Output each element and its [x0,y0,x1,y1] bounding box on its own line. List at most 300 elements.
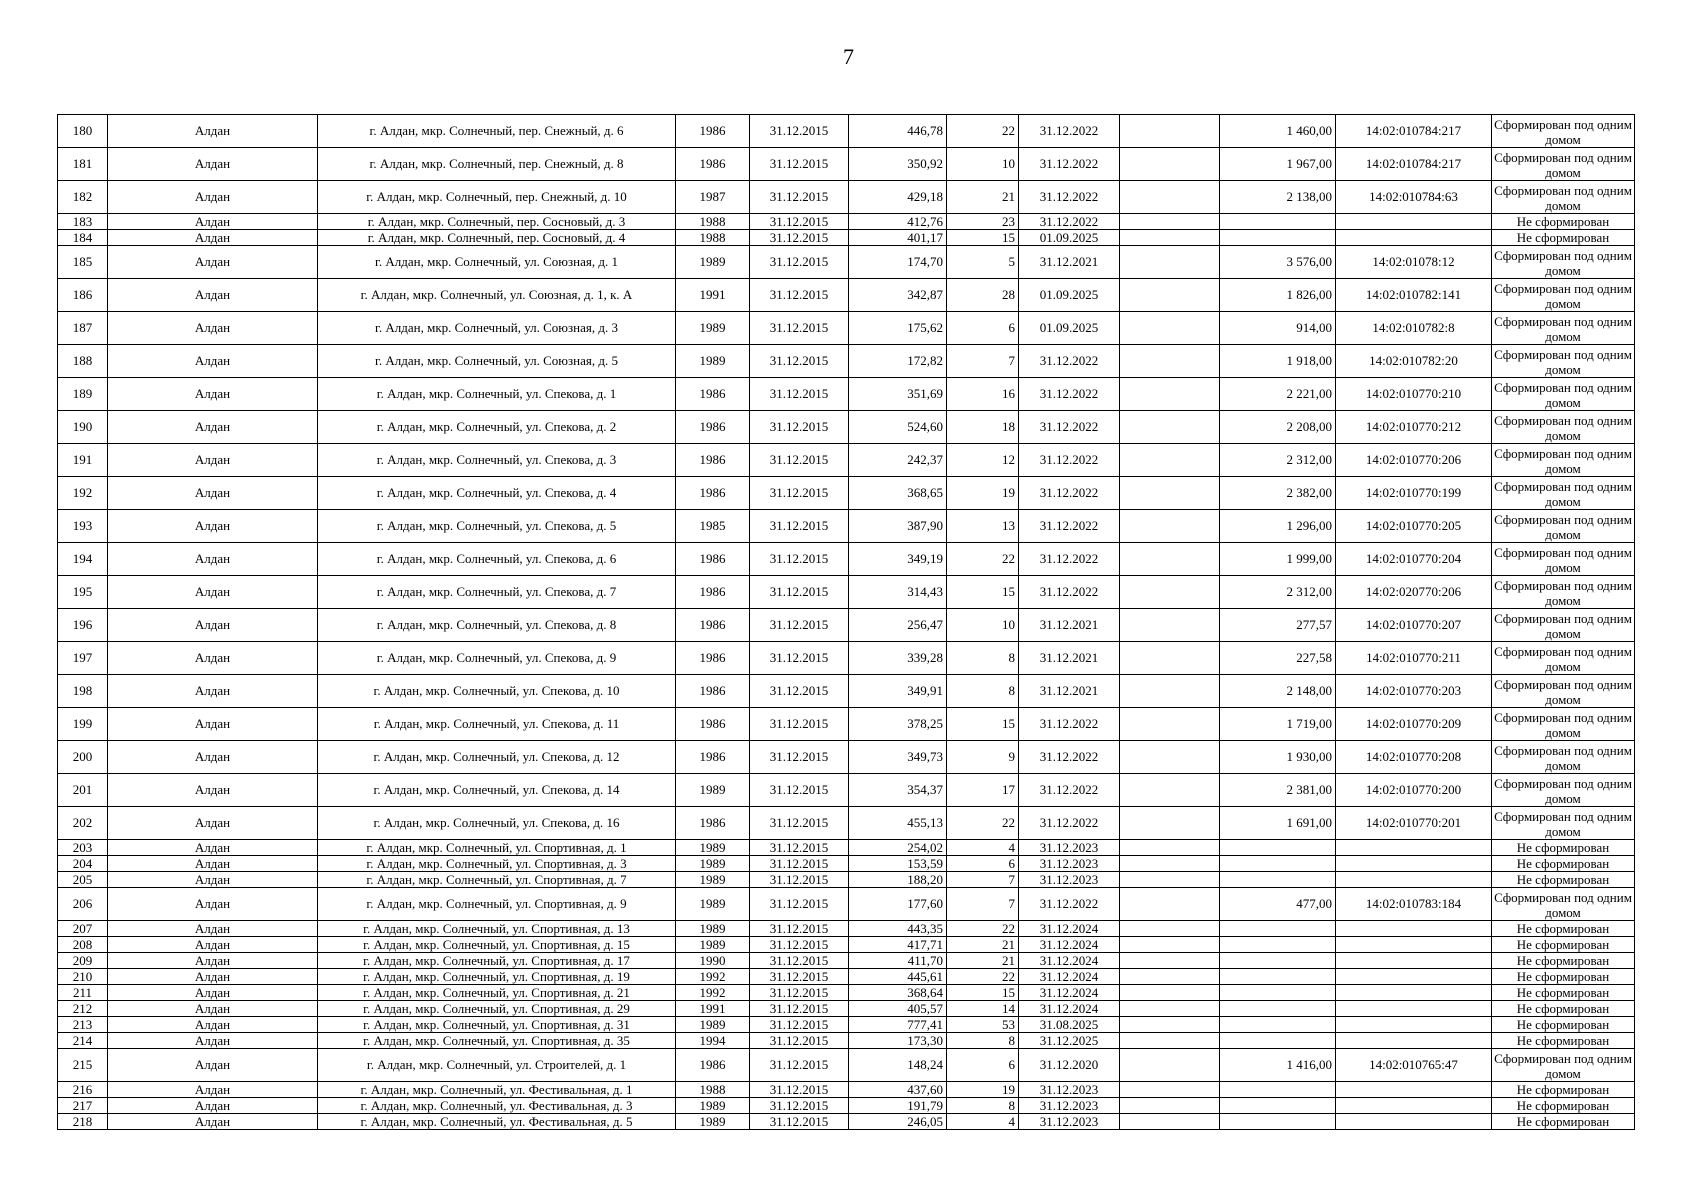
cell-cadastral-number: 14:02:010784:63 [1336,181,1492,214]
cell-row-number: 184 [58,230,108,246]
cell-planned-date: 31.08.2025 [1019,1017,1120,1033]
cell-planned-date: 01.09.2025 [1019,279,1120,312]
cell-empty [1120,444,1220,477]
table-row [58,807,1635,840]
table-row [58,888,1635,921]
cell-planned-date: 31.12.2022 [1019,345,1120,378]
cell-planned-date: 31.12.2022 [1019,543,1120,576]
cell-cadastral-number: 14:02:010770:199 [1336,477,1492,510]
cell-land-status: Сформирован под одним домом [1492,807,1635,840]
cell-empty [1120,1049,1220,1082]
cell-row-number: 213 [58,1017,108,1033]
cell-municipality: Алдан [108,840,318,856]
cell-residents: 16 [947,378,1019,411]
cell-land-status: Сформирован под одним домом [1492,609,1635,642]
cell-land-status: Не сформирован [1492,1017,1635,1033]
table-row [58,345,1635,378]
cell-year-built: 1989 [676,774,750,807]
cell-row-number: 190 [58,411,108,444]
cell-planned-date: 31.12.2024 [1019,921,1120,937]
cell-residents: 15 [947,230,1019,246]
cell-address: г. Алдан, мкр. Солнечный, ул. Спекова, д. 14 [318,774,676,807]
cell-cadastral-number [1336,985,1492,1001]
cell-empty [1120,741,1220,774]
cell-municipality: Алдан [108,1114,318,1130]
cell-area: 446,78 [849,115,947,148]
cell-empty [1120,214,1220,230]
cell-row-number: 185 [58,246,108,279]
cell-cadastral-number [1336,1098,1492,1114]
cell-land-area [1220,1001,1336,1017]
cell-cadastral-number: 14:02:010765:47 [1336,1049,1492,1082]
cell-inclusion-date: 31.12.2015 [750,279,849,312]
cell-cadastral-number [1336,1082,1492,1098]
cell-area: 254,02 [849,840,947,856]
cell-municipality: Алдан [108,953,318,969]
cell-inclusion-date: 31.12.2015 [750,888,849,921]
cell-area: 172,82 [849,345,947,378]
cell-cadastral-number: 14:02:010782:141 [1336,279,1492,312]
cell-municipality: Алдан [108,609,318,642]
cell-address: г. Алдан, мкр. Солнечный, ул. Спекова, д. 3 [318,444,676,477]
cell-land-status: Сформирован под одним домом [1492,543,1635,576]
cell-planned-date: 31.12.2022 [1019,510,1120,543]
cell-residents: 12 [947,444,1019,477]
table-row [58,576,1635,609]
cell-cadastral-number: 14:02:010770:207 [1336,609,1492,642]
cell-area: 378,25 [849,708,947,741]
cell-inclusion-date: 31.12.2015 [750,230,849,246]
cell-row-number: 194 [58,543,108,576]
cell-land-status: Сформирован под одним домом [1492,312,1635,345]
cell-row-number: 200 [58,741,108,774]
cell-cadastral-number: 14:02:020770:206 [1336,576,1492,609]
cell-land-status: Не сформирован [1492,230,1635,246]
table-row [58,675,1635,708]
cell-land-status: Не сформирован [1492,840,1635,856]
cell-area: 349,73 [849,741,947,774]
cell-address: г. Алдан, мкр. Солнечный, ул. Спортивная, д. 29 [318,1001,676,1017]
cell-year-built: 1989 [676,246,750,279]
cell-residents: 10 [947,609,1019,642]
cell-area: 174,70 [849,246,947,279]
cell-row-number: 182 [58,181,108,214]
cell-row-number: 201 [58,774,108,807]
cell-cadastral-number [1336,1017,1492,1033]
table-row [58,856,1635,872]
cell-land-status: Сформирован под одним домом [1492,378,1635,411]
housing-register-table [57,114,1635,1130]
cell-inclusion-date: 31.12.2015 [750,1017,849,1033]
cell-year-built: 1989 [676,888,750,921]
table-row [58,543,1635,576]
cell-inclusion-date: 31.12.2015 [750,872,849,888]
register-body [58,115,1635,1130]
cell-empty [1120,477,1220,510]
cell-address: г. Алдан, мкр. Солнечный, ул. Спортивная, д. 21 [318,985,676,1001]
cell-inclusion-date: 31.12.2015 [750,642,849,675]
cell-inclusion-date: 31.12.2015 [750,921,849,937]
cell-empty [1120,953,1220,969]
cell-municipality: Алдан [108,444,318,477]
cell-address: г. Алдан, мкр. Солнечный, ул. Спортивная, д. 19 [318,969,676,985]
cell-planned-date: 31.12.2022 [1019,888,1120,921]
cell-land-status: Сформирован под одним домом [1492,576,1635,609]
table-row [58,148,1635,181]
cell-planned-date: 31.12.2023 [1019,1098,1120,1114]
cell-planned-date: 01.09.2025 [1019,230,1120,246]
cell-address: г. Алдан, мкр. Солнечный, ул. Спекова, д. 11 [318,708,676,741]
cell-inclusion-date: 31.12.2015 [750,576,849,609]
cell-inclusion-date: 31.12.2015 [750,1033,849,1049]
cell-cadastral-number [1336,953,1492,969]
cell-address: г. Алдан, мкр. Солнечный, ул. Строителей, д. 1 [318,1049,676,1082]
cell-planned-date: 31.12.2024 [1019,953,1120,969]
cell-row-number: 191 [58,444,108,477]
cell-address: г. Алдан, мкр. Солнечный, ул. Спортивная, д. 15 [318,937,676,953]
cell-area: 524,60 [849,411,947,444]
cell-address: г. Алдан, мкр. Солнечный, ул. Спекова, д. 9 [318,642,676,675]
cell-land-area: 2 312,00 [1220,576,1336,609]
cell-row-number: 210 [58,969,108,985]
cell-cadastral-number: 14:02:010784:217 [1336,148,1492,181]
cell-residents: 28 [947,279,1019,312]
table-row [58,741,1635,774]
cell-row-number: 192 [58,477,108,510]
cell-empty [1120,279,1220,312]
cell-year-built: 1991 [676,1001,750,1017]
cell-address: г. Алдан, мкр. Солнечный, ул. Спортивная, д. 9 [318,888,676,921]
cell-empty [1120,985,1220,1001]
cell-land-area: 2 138,00 [1220,181,1336,214]
cell-row-number: 202 [58,807,108,840]
cell-municipality: Алдан [108,477,318,510]
cell-municipality: Алдан [108,675,318,708]
cell-address: г. Алдан, мкр. Солнечный, ул. Спекова, д. 12 [318,741,676,774]
cell-empty [1120,856,1220,872]
cell-residents: 21 [947,181,1019,214]
cell-planned-date: 31.12.2021 [1019,609,1120,642]
table-row [58,1033,1635,1049]
cell-row-number: 212 [58,1001,108,1017]
cell-planned-date: 31.12.2023 [1019,872,1120,888]
cell-residents: 13 [947,510,1019,543]
cell-municipality: Алдан [108,230,318,246]
cell-land-status: Не сформирован [1492,953,1635,969]
cell-address: г. Алдан, мкр. Солнечный, ул. Спортивная, д. 3 [318,856,676,872]
cell-planned-date: 31.12.2021 [1019,246,1120,279]
cell-planned-date: 31.12.2022 [1019,378,1120,411]
cell-land-status: Сформирован под одним домом [1492,1049,1635,1082]
cell-inclusion-date: 31.12.2015 [750,378,849,411]
cell-address: г. Алдан, мкр. Солнечный, пер. Снежный, д. 8 [318,148,676,181]
cell-municipality: Алдан [108,1017,318,1033]
cell-residents: 18 [947,411,1019,444]
cell-address: г. Алдан, мкр. Солнечный, ул. Спекова, д. 5 [318,510,676,543]
cell-empty [1120,378,1220,411]
cell-land-area [1220,214,1336,230]
cell-row-number: 211 [58,985,108,1001]
cell-inclusion-date: 31.12.2015 [750,741,849,774]
cell-row-number: 193 [58,510,108,543]
cell-row-number: 199 [58,708,108,741]
cell-area: 148,24 [849,1049,947,1082]
cell-land-area: 1 918,00 [1220,345,1336,378]
cell-address: г. Алдан, мкр. Солнечный, ул. Спортивная, д. 1 [318,840,676,856]
cell-year-built: 1986 [676,576,750,609]
table-row [58,953,1635,969]
cell-area: 177,60 [849,888,947,921]
cell-year-built: 1992 [676,985,750,1001]
cell-year-built: 1986 [676,477,750,510]
cell-municipality: Алдан [108,1049,318,1082]
cell-inclusion-date: 31.12.2015 [750,1001,849,1017]
cell-cadastral-number [1336,214,1492,230]
cell-row-number: 204 [58,856,108,872]
cell-municipality: Алдан [108,576,318,609]
cell-municipality: Алдан [108,708,318,741]
cell-cadastral-number: 14:02:010782:20 [1336,345,1492,378]
cell-planned-date: 31.12.2021 [1019,675,1120,708]
cell-land-area [1220,1082,1336,1098]
cell-empty [1120,576,1220,609]
cell-area: 405,57 [849,1001,947,1017]
cell-year-built: 1989 [676,872,750,888]
cell-planned-date: 31.12.2020 [1019,1049,1120,1082]
cell-cadastral-number: 14:02:010770:201 [1336,807,1492,840]
cell-land-area: 2 221,00 [1220,378,1336,411]
cell-year-built: 1986 [676,444,750,477]
cell-address: г. Алдан, мкр. Солнечный, ул. Спекова, д. 1 [318,378,676,411]
cell-address: г. Алдан, мкр. Солнечный, ул. Спортивная, д. 13 [318,921,676,937]
cell-address: г. Алдан, мкр. Солнечный, ул. Спекова, д. 16 [318,807,676,840]
cell-land-status: Не сформирован [1492,921,1635,937]
cell-area: 153,59 [849,856,947,872]
cell-cadastral-number [1336,230,1492,246]
cell-municipality: Алдан [108,1082,318,1098]
cell-address: г. Алдан, мкр. Солнечный, пер. Сосновый, д. 4 [318,230,676,246]
cell-land-status: Сформирован под одним домом [1492,115,1635,148]
cell-address: г. Алдан, мкр. Солнечный, ул. Фестивальная, д. 3 [318,1098,676,1114]
table-row [58,378,1635,411]
cell-cadastral-number [1336,856,1492,872]
cell-empty [1120,872,1220,888]
table-row [58,969,1635,985]
cell-municipality: Алдан [108,937,318,953]
cell-land-status: Сформирован под одним домом [1492,444,1635,477]
cell-inclusion-date: 31.12.2015 [750,312,849,345]
cell-address: г. Алдан, мкр. Солнечный, ул. Фестивальная, д. 1 [318,1082,676,1098]
cell-row-number: 209 [58,953,108,969]
cell-land-area: 3 576,00 [1220,246,1336,279]
cell-municipality: Алдан [108,1033,318,1049]
cell-inclusion-date: 31.12.2015 [750,411,849,444]
cell-cadastral-number: 14:02:010784:217 [1336,115,1492,148]
cell-row-number: 195 [58,576,108,609]
cell-residents: 6 [947,312,1019,345]
cell-address: г. Алдан, мкр. Солнечный, ул. Спекова, д. 7 [318,576,676,609]
cell-inclusion-date: 31.12.2015 [750,609,849,642]
cell-cadastral-number: 14:02:010770:203 [1336,675,1492,708]
cell-planned-date: 31.12.2023 [1019,1082,1120,1098]
cell-planned-date: 31.12.2022 [1019,708,1120,741]
cell-area: 429,18 [849,181,947,214]
cell-land-status: Не сформирован [1492,1082,1635,1098]
cell-residents: 6 [947,1049,1019,1082]
cell-planned-date: 31.12.2022 [1019,807,1120,840]
cell-residents: 22 [947,807,1019,840]
cell-row-number: 189 [58,378,108,411]
cell-land-status: Не сформирован [1492,214,1635,230]
cell-area: 368,64 [849,985,947,1001]
cell-year-built: 1988 [676,230,750,246]
cell-land-status: Не сформирован [1492,969,1635,985]
table-row [58,774,1635,807]
cell-land-status: Сформирован под одним домом [1492,411,1635,444]
cell-residents: 22 [947,543,1019,576]
cell-area: 777,41 [849,1017,947,1033]
cell-inclusion-date: 31.12.2015 [750,807,849,840]
cell-row-number: 206 [58,888,108,921]
table-row [58,872,1635,888]
cell-address: г. Алдан, мкр. Солнечный, пер. Снежный, д. 10 [318,181,676,214]
cell-inclusion-date: 31.12.2015 [750,1082,849,1098]
cell-residents: 5 [947,246,1019,279]
cell-planned-date: 31.12.2022 [1019,444,1120,477]
cell-cadastral-number: 14:02:01078:12 [1336,246,1492,279]
page-number: 7 [843,44,854,69]
table-row [58,477,1635,510]
cell-empty [1120,675,1220,708]
cell-residents: 15 [947,576,1019,609]
cell-residents: 6 [947,856,1019,872]
cell-municipality: Алдан [108,115,318,148]
cell-row-number: 218 [58,1114,108,1130]
cell-year-built: 1986 [676,1049,750,1082]
table-row [58,246,1635,279]
table-row [58,444,1635,477]
table-row [58,708,1635,741]
cell-cadastral-number: 14:02:010782:8 [1336,312,1492,345]
cell-cadastral-number: 14:02:010770:212 [1336,411,1492,444]
cell-residents: 22 [947,115,1019,148]
cell-residents: 7 [947,345,1019,378]
cell-land-area [1220,937,1336,953]
cell-area: 411,70 [849,953,947,969]
cell-empty [1120,774,1220,807]
cell-address: г. Алдан, мкр. Солнечный, ул. Спортивная, д. 7 [318,872,676,888]
cell-area: 437,60 [849,1082,947,1098]
cell-municipality: Алдан [108,888,318,921]
cell-residents: 9 [947,741,1019,774]
table-row [58,1017,1635,1033]
cell-area: 173,30 [849,1033,947,1049]
cell-land-area: 2 381,00 [1220,774,1336,807]
cell-residents: 17 [947,774,1019,807]
cell-cadastral-number: 14:02:010783:184 [1336,888,1492,921]
cell-municipality: Алдан [108,1001,318,1017]
cell-row-number: 198 [58,675,108,708]
cell-inclusion-date: 31.12.2015 [750,444,849,477]
cell-area: 256,47 [849,609,947,642]
cell-land-status: Сформирован под одним домом [1492,888,1635,921]
cell-empty [1120,246,1220,279]
cell-municipality: Алдан [108,148,318,181]
table-row [58,840,1635,856]
cell-municipality: Алдан [108,741,318,774]
cell-area: 242,37 [849,444,947,477]
cell-address: г. Алдан, мкр. Солнечный, пер. Сосновый, д. 3 [318,214,676,230]
cell-year-built: 1986 [676,543,750,576]
cell-municipality: Алдан [108,921,318,937]
cell-municipality: Алдан [108,214,318,230]
cell-empty [1120,807,1220,840]
cell-planned-date: 31.12.2022 [1019,181,1120,214]
cell-residents: 7 [947,888,1019,921]
cell-row-number: 203 [58,840,108,856]
cell-inclusion-date: 31.12.2015 [750,774,849,807]
cell-year-built: 1988 [676,214,750,230]
cell-land-status: Сформирован под одним домом [1492,741,1635,774]
cell-land-status: Сформирован под одним домом [1492,675,1635,708]
cell-year-built: 1989 [676,856,750,872]
cell-municipality: Алдан [108,807,318,840]
cell-residents: 22 [947,921,1019,937]
cell-land-status: Сформирован под одним домом [1492,148,1635,181]
cell-land-area [1220,921,1336,937]
cell-area: 339,28 [849,642,947,675]
cell-row-number: 187 [58,312,108,345]
cell-area: 417,71 [849,937,947,953]
cell-address: г. Алдан, мкр. Солнечный, ул. Союзная, д. 5 [318,345,676,378]
cell-land-area [1220,953,1336,969]
cell-inclusion-date: 31.12.2015 [750,985,849,1001]
cell-year-built: 1989 [676,1098,750,1114]
cell-area: 354,37 [849,774,947,807]
cell-cadastral-number: 14:02:010770:205 [1336,510,1492,543]
cell-empty [1120,230,1220,246]
cell-municipality: Алдан [108,642,318,675]
cell-empty [1120,609,1220,642]
cell-area: 445,61 [849,969,947,985]
cell-residents: 15 [947,708,1019,741]
cell-area: 188,20 [849,872,947,888]
cell-area: 342,87 [849,279,947,312]
cell-residents: 53 [947,1017,1019,1033]
cell-planned-date: 31.12.2023 [1019,1114,1120,1130]
table-row [58,937,1635,953]
cell-inclusion-date: 31.12.2015 [750,214,849,230]
cell-cadastral-number: 14:02:010770:210 [1336,378,1492,411]
cell-land-status: Сформирован под одним домом [1492,510,1635,543]
cell-row-number: 180 [58,115,108,148]
cell-cadastral-number: 14:02:010770:211 [1336,642,1492,675]
table-row [58,642,1635,675]
cell-area: 401,17 [849,230,947,246]
cell-inclusion-date: 31.12.2015 [750,543,849,576]
cell-year-built: 1987 [676,181,750,214]
cell-empty [1120,1098,1220,1114]
cell-address: г. Алдан, мкр. Солнечный, ул. Спортивная, д. 17 [318,953,676,969]
cell-planned-date: 31.12.2022 [1019,148,1120,181]
cell-address: г. Алдан, мкр. Солнечный, ул. Союзная, д. 1, к. А [318,279,676,312]
cell-residents: 23 [947,214,1019,230]
cell-planned-date: 31.12.2024 [1019,937,1120,953]
cell-land-status: Не сформирован [1492,1098,1635,1114]
cell-municipality: Алдан [108,985,318,1001]
table-row [58,115,1635,148]
cell-land-area: 477,00 [1220,888,1336,921]
